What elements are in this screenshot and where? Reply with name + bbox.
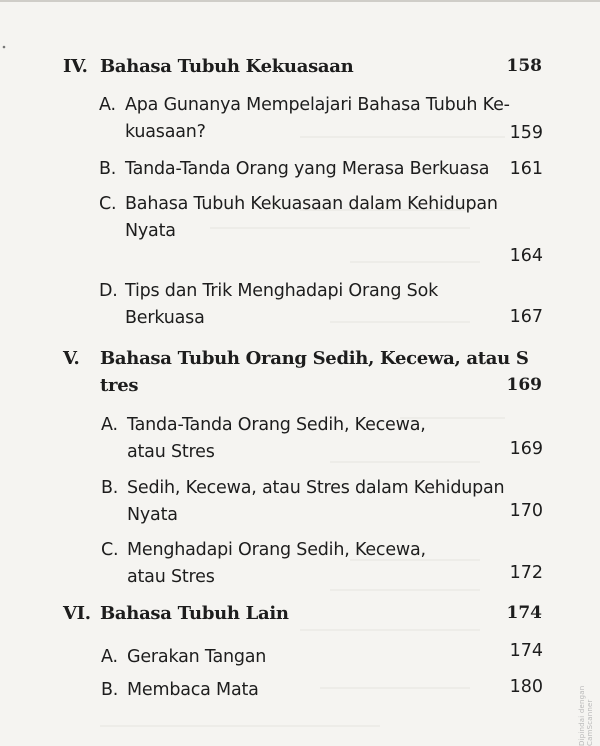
entry-title-line: Membaca Mata bbox=[127, 680, 259, 700]
entry-letter: A. bbox=[101, 415, 118, 435]
chapter-number: IV. bbox=[63, 56, 88, 77]
chapter-page-number: 169 bbox=[506, 375, 542, 395]
chapter-number: V. bbox=[63, 348, 80, 369]
entry-page-number: 164 bbox=[509, 246, 543, 266]
entry-page-number: 180 bbox=[509, 677, 543, 697]
entry-letter: A. bbox=[99, 95, 116, 115]
entry-title-line: Berkuasa bbox=[125, 308, 205, 328]
chapter-page-number: 174 bbox=[506, 603, 542, 623]
entry-letter: B. bbox=[99, 159, 117, 179]
entry-title-line: Nyata bbox=[127, 505, 178, 525]
entry-title-line: Bahasa Tubuh Kekuasaan dalam Kehidupan bbox=[125, 194, 498, 214]
entry-page-number: 159 bbox=[509, 123, 543, 143]
entry-page-number: 172 bbox=[509, 563, 543, 583]
entry-title-line: Sedih, Kecewa, atau Stres dalam Kehidupan bbox=[127, 478, 505, 498]
chapter-title: Bahasa Tubuh Kekuasaan bbox=[100, 56, 354, 77]
entry-title-line: Menghadapi Orang Sedih, Kecewa, bbox=[127, 540, 426, 560]
entry-title-line: Gerakan Tangan bbox=[127, 647, 267, 667]
chapter-title: Bahasa Tubuh Lain bbox=[100, 603, 289, 624]
entry-page-number: 161 bbox=[509, 159, 543, 179]
chapter-heading bbox=[63, 56, 354, 77]
entry-title-line: atau Stres bbox=[127, 442, 215, 462]
entry-page-number: 174 bbox=[509, 641, 543, 661]
entry-page-number: 167 bbox=[509, 307, 543, 327]
chapter-page-number: 158 bbox=[506, 56, 542, 76]
entry-title-line: Nyata bbox=[125, 221, 176, 241]
entry-letter: B. bbox=[101, 680, 119, 700]
entry-letter: C. bbox=[99, 194, 117, 214]
entry-page-number: 169 bbox=[509, 439, 543, 459]
entry-title-line: Tanda-Tanda Orang yang Merasa Berkuasa bbox=[125, 159, 490, 179]
entry-title-line: atau Stres bbox=[127, 567, 215, 587]
entry-title-line: Apa Gunanya Mempelajari Bahasa Tubuh Ke- bbox=[125, 95, 510, 115]
entry-title-line: Tanda-Tanda Orang Sedih, Kecewa, bbox=[127, 415, 426, 435]
scanner-watermark: Dipindai dengan CamScanner bbox=[578, 685, 594, 746]
chapter-number: VI. bbox=[63, 603, 91, 624]
entry-letter: D. bbox=[99, 281, 118, 301]
entry-letter: C. bbox=[101, 540, 119, 560]
entry-letter: A. bbox=[101, 647, 118, 667]
entry-letter: B. bbox=[101, 478, 119, 498]
chapter-heading bbox=[63, 603, 289, 624]
entry-page-number: 170 bbox=[509, 501, 543, 521]
entry-title-line: kuasaan? bbox=[125, 122, 206, 142]
entry-title-line: Tips dan Trik Menghadapi Orang Sok bbox=[125, 281, 439, 301]
chapter-title-line: Bahasa Tubuh Orang Sedih, Kecewa, atau S bbox=[100, 348, 529, 369]
chapter-title-line: tres bbox=[100, 375, 139, 396]
